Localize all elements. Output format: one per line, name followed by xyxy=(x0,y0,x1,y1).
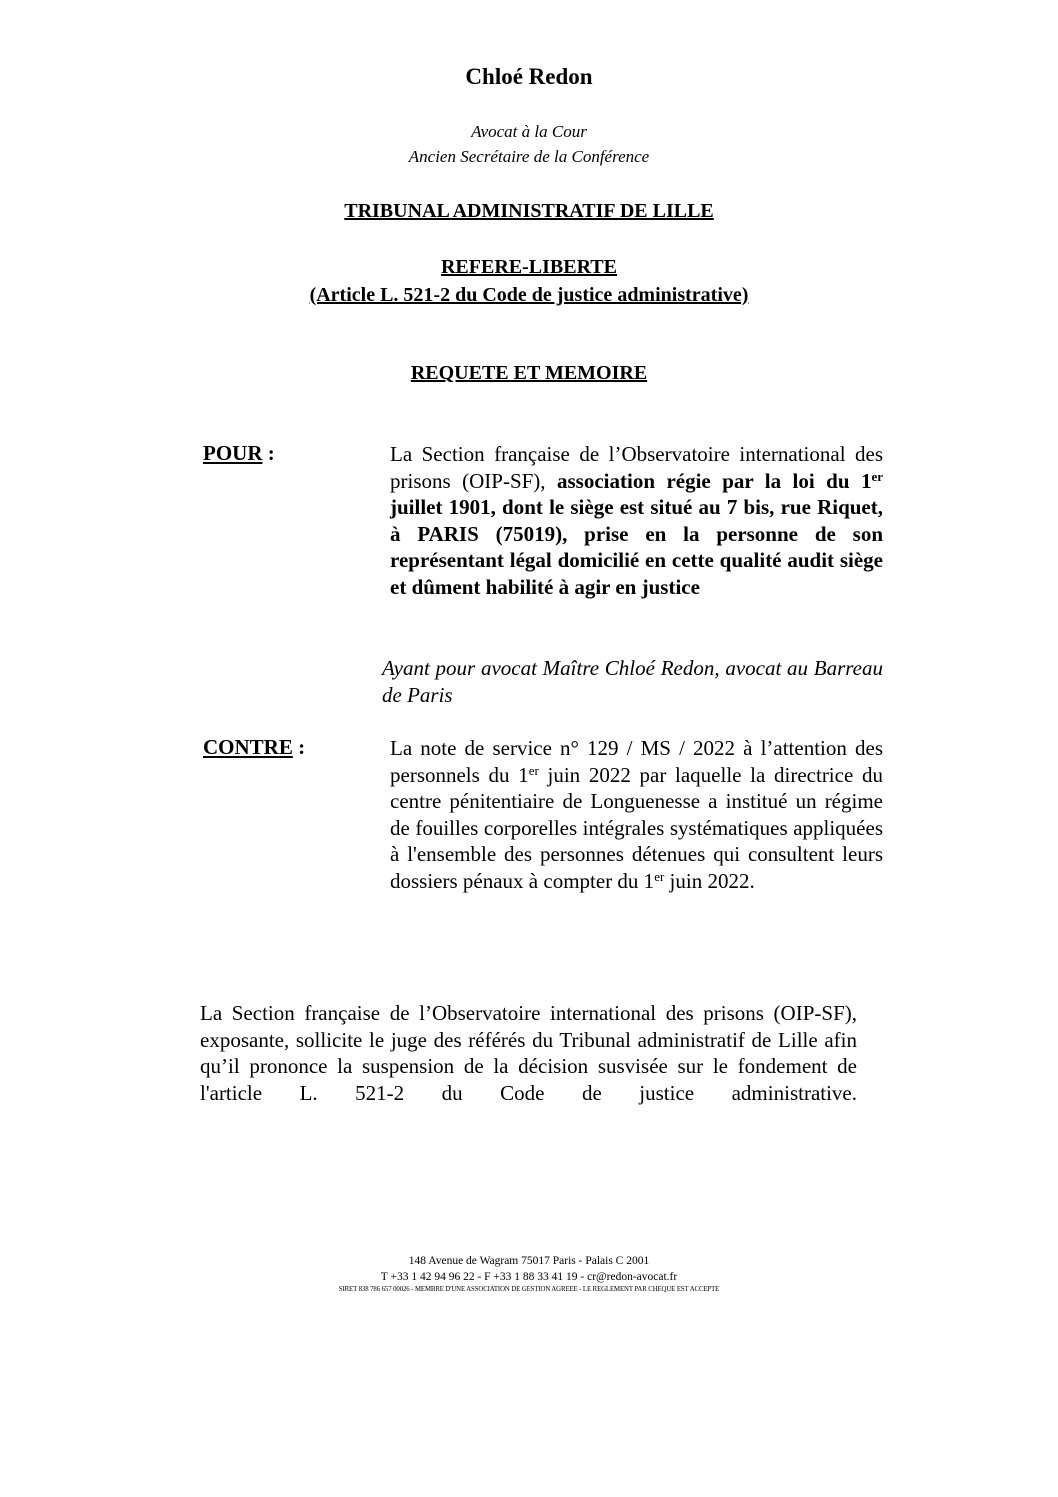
letterhead-footer xyxy=(0,1253,1058,1295)
exposante-paragraph: La Section française de l’Observatoire international des prisons (OIP-SF), exposante, sollicite le juge des référés du Tribunal administratif de Lille afin qu’il prononce la suspension de la décision susvisée sur le fondement de l'article L. 521-2 du Code de justice administrative. xyxy=(200,1001,857,1105)
court-heading: TRIBUNAL ADMINISTRATIF DE LILLE xyxy=(344,200,714,222)
author-titles xyxy=(0,119,1058,169)
contre-text-3: juin 2022. xyxy=(664,868,755,893)
pour-avocat-text: Ayant pour avocat Maître Chloé Redon, avocat au Barreau de Paris xyxy=(382,656,883,707)
author-name: Chloé Redon xyxy=(465,64,593,89)
contre-sup-1: er xyxy=(528,762,539,778)
author-title-line-2: Ancien Secrétaire de la Conférence xyxy=(408,147,650,166)
pour-sup-er: er xyxy=(871,468,883,484)
pour-label-colon: : xyxy=(262,441,275,465)
contre-sup-2: er xyxy=(654,868,665,884)
pour-text-bold-1: association régie par la loi du 1 xyxy=(557,468,872,493)
contre-text-1: La note de service n° 129 / MS / 2022 à l’attention des personnels du 1 xyxy=(390,736,883,787)
contre-label-colon: : xyxy=(292,735,306,759)
document-type-heading: REQUETE ET MEMOIRE xyxy=(410,362,648,384)
pour-text-plain: La Section française de l’Observatoire international des prisons (OIP-SF), xyxy=(390,442,883,493)
pour-label xyxy=(203,441,275,466)
contre-label xyxy=(203,735,305,760)
author-title-line-1: Avocat à la Cour xyxy=(471,122,587,141)
pour-party-text xyxy=(390,441,883,600)
procedure-heading xyxy=(0,253,1058,309)
pour-label-text: POUR xyxy=(203,441,263,465)
procedure-article: (Article L. 521-2 du Code de justice administrative) xyxy=(309,284,749,306)
footer-legal: SIRET 838 786 657 00026 - MEMBRE D'UNE ASSOCIATION DE GESTION AGREEE - LE REGLEMENT PAR CHEQUE EST ACCEPTE xyxy=(338,1286,720,1293)
contre-label-text: CONTRE xyxy=(203,735,293,759)
pour-text-bold-2: juillet 1901, dont le siège est situé au 7 bis, rue Riquet, à PARIS (75019), prise en la personne de son représentant légal domicilié en cette qualité audit siège et dûment habilité à agir en justice xyxy=(390,495,883,599)
footer-address: 148 Avenue de Wagram 75017 Paris - Palais C 2001 xyxy=(408,1255,650,1267)
footer-contact: T +33 1 42 94 96 22 - F +33 1 88 33 41 19 - cr@redon-avocat.fr xyxy=(380,1271,678,1283)
contre-text-2: juin 2022 par laquelle la directrice du centre pénitentiaire de Longuenesse a institué un régime de fouilles corporelles intégrales systématiques appliquées à l'ensemble des personnes détenues qui consultent leurs dossiers pénaux à compter du 1 xyxy=(390,762,883,893)
contre-party-text xyxy=(390,735,883,894)
procedure-name: REFERE-LIBERTE xyxy=(440,256,617,278)
